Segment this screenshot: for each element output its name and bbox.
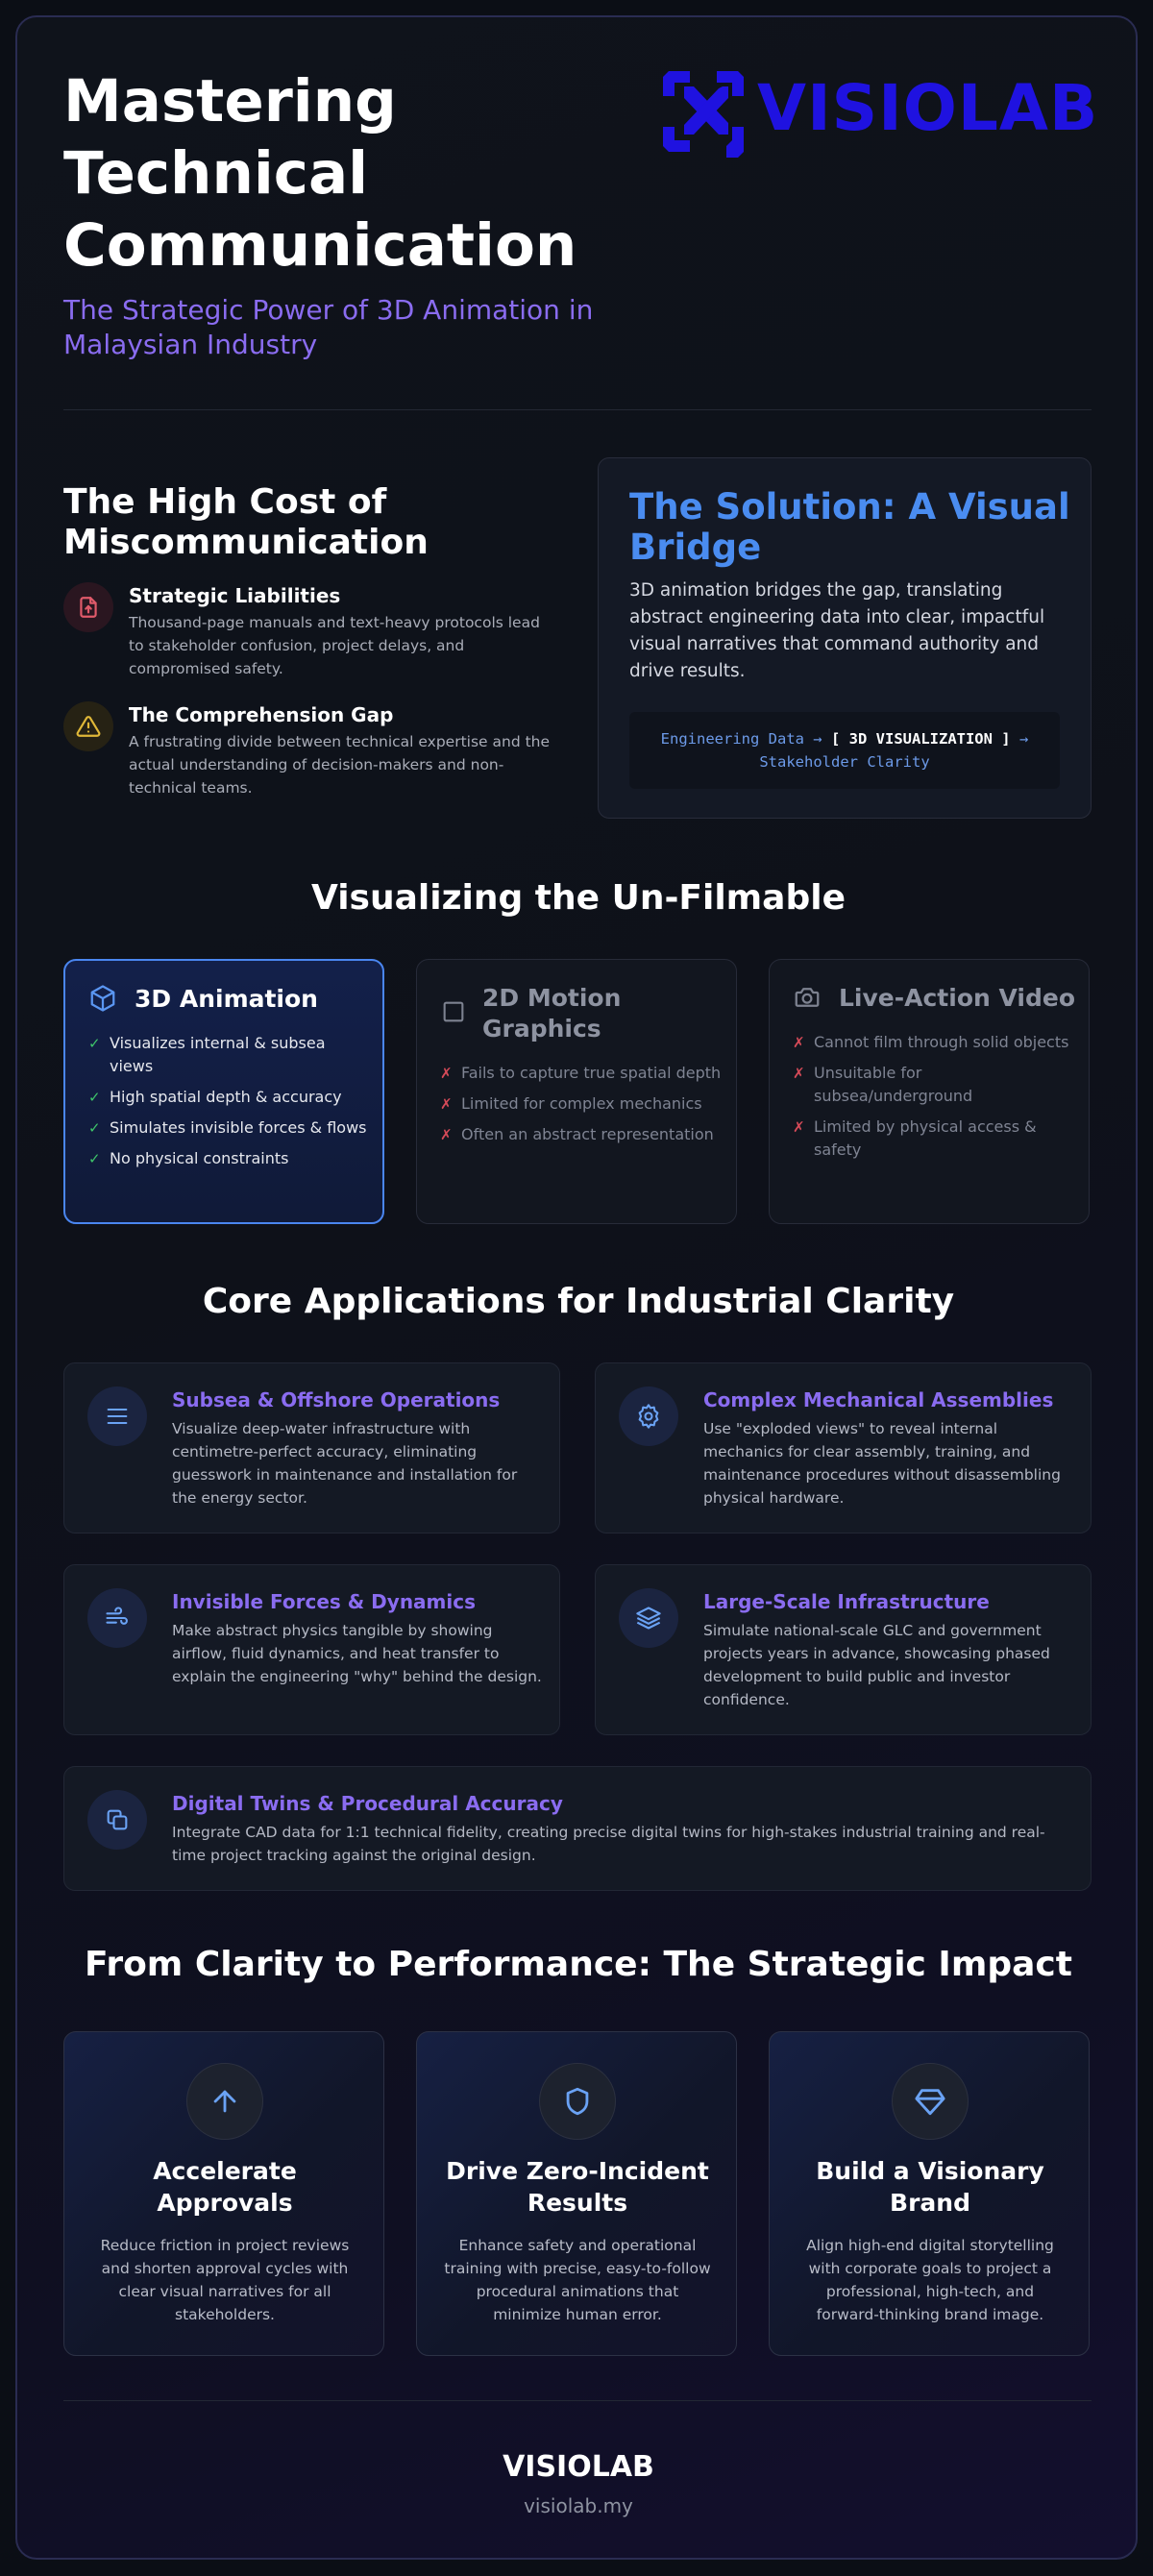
comparison-point: ✓ Simulates invisible forces & flows	[88, 1118, 367, 1137]
cube-icon	[88, 984, 117, 1013]
comparison-card-title: 3D Animation	[135, 985, 318, 1013]
impact-heading: From Clarity to Performance: The Strategic Impact	[85, 1945, 1072, 1984]
comparison-heading: Visualizing the Un-Filmable	[310, 878, 846, 918]
arrow-up-icon	[186, 2063, 263, 2140]
application-title: Digital Twins & Procedural Accuracy	[172, 1792, 563, 1815]
layers-icon	[619, 1588, 678, 1648]
flow-start: Engineering Data →	[660, 730, 822, 748]
impact-title: Accelerate Approvals	[153, 2157, 297, 2217]
menu-lines-icon	[87, 1386, 147, 1446]
problem-heading: The High Cost of Miscommunication	[63, 482, 429, 562]
application-title: Subsea & Offshore Operations	[172, 1388, 501, 1411]
footer-divider	[63, 2400, 1092, 2401]
footer-url-link[interactable]: visiolab.my	[524, 2494, 633, 2517]
comparison-point: ✗ Limited for complex mechanics	[440, 1094, 702, 1113]
impact-card	[416, 2031, 737, 2356]
solution-heading: The Solution: A Visual Bridge	[629, 486, 1070, 568]
application-card	[63, 1766, 1092, 1891]
file-warning-icon	[63, 582, 113, 632]
visiolab-logo-mark	[655, 63, 751, 159]
comparison-list	[440, 1062, 723, 1154]
problem-item-title: The Comprehension Gap	[129, 703, 394, 726]
header-divider	[63, 409, 1092, 410]
visiolab-logo-text: VISIOLAB	[757, 71, 1099, 145]
comparison-card-3d	[63, 959, 384, 1224]
shield-icon	[539, 2063, 616, 2140]
page-title: Mastering Technical Communication	[63, 67, 577, 280]
impact-title: Build a Visionary Brand	[816, 2157, 1044, 2217]
copy-icon	[87, 1790, 147, 1850]
comparison-point: ✓ Visualizes internal & subsea views	[88, 1034, 326, 1075]
solution-card	[598, 457, 1092, 819]
diamond-icon	[892, 2063, 969, 2140]
comparison-card-2d	[416, 959, 737, 1224]
flow-end: Stakeholder Clarity	[759, 753, 930, 771]
application-card	[63, 1564, 560, 1735]
camera-icon	[793, 983, 822, 1012]
comparison-point: ✓ High spatial depth & accuracy	[88, 1088, 342, 1106]
comparison-point: ✓ No physical constraints	[88, 1149, 289, 1167]
impact-title: Drive Zero-Incident Results	[446, 2157, 709, 2217]
application-card	[595, 1564, 1092, 1735]
application-title: Complex Mechanical Assemblies	[703, 1388, 1054, 1411]
comparison-point: ✗ Often an abstract representation	[440, 1125, 714, 1143]
problem-item-title: Strategic Liabilities	[129, 584, 341, 607]
flow-middle: [ 3D VISUALIZATION ]	[831, 730, 1011, 748]
visualization-flow	[629, 712, 1060, 789]
application-text: Use "exploded views" to reveal internal mechanics for clear assembly, training, and maintenance procedures without disassembling physical hardware.	[703, 1420, 1061, 1507]
impact-text: Enhance safety and operational training with precise, easy-to-follow procedural animations that minimize human error.	[444, 2237, 711, 2323]
flow-arrow: →	[1018, 730, 1029, 748]
wind-icon	[87, 1588, 147, 1648]
comparison-point: ✗ Limited by physical access & safety	[793, 1117, 1037, 1159]
application-card	[595, 1362, 1092, 1533]
comparison-card-title: Live-Action Video	[839, 984, 1075, 1012]
application-title: Large-Scale Infrastructure	[703, 1590, 990, 1613]
application-text: Simulate national-scale GLC and government projects years in advance, showcasing phased development to build public and investor confidence.	[703, 1622, 1050, 1708]
application-text: Visualize deep-water infrastructure with centimetre-perfect accuracy, eliminating guesswork in maintenance and installation for the energy sector.	[172, 1420, 518, 1507]
impact-card	[769, 2031, 1090, 2356]
impact-text: Reduce friction in project reviews and shorten approval cycles with clear visual narratives for all stakeholders.	[100, 2237, 350, 2323]
comparison-card-live-action	[769, 959, 1090, 1224]
infographic-frame	[15, 15, 1138, 2560]
comparison-list	[88, 1032, 367, 1178]
solution-text: 3D animation bridges the gap, translating abstract engineering data into clear, impactful visual narratives that command authority and drive results.	[629, 580, 1045, 681]
comparison-list	[793, 1031, 1071, 1169]
problem-item-text: Thousand-page manuals and text-heavy protocols lead to stakeholder confusion, project delays, and compromised safety.	[129, 614, 540, 677]
page-subtitle: The Strategic Power of 3D Animation in Malaysian Industry	[63, 294, 594, 360]
gear-icon	[619, 1386, 678, 1446]
problem-item-text: A frustrating divide between technical expertise and the actual understanding of decision-makers and non-technical teams.	[129, 733, 551, 797]
application-title: Invisible Forces & Dynamics	[172, 1590, 477, 1613]
square-icon	[440, 998, 467, 1025]
application-text: Integrate CAD data for 1:1 technical fidelity, creating precise digital twins for high-stakes industrial training and real-time project tracking against the original design.	[172, 1824, 1045, 1864]
comparison-card-title: 2D Motion Graphics	[482, 984, 622, 1043]
application-text: Make abstract physics tangible by showing airflow, fluid dynamics, and heat transfer to explain the engineering "why" behind the design.	[172, 1622, 542, 1685]
applications-heading: Core Applications for Industrial Clarity	[202, 1282, 955, 1321]
impact-text: Align high-end digital storytelling with corporate goals to project a professional, high-tech, and forward-thinking brand image.	[806, 2237, 1054, 2323]
comparison-point: ✗ Cannot film through solid objects	[793, 1033, 1069, 1051]
comparison-point: ✗ Unsuitable for subsea/underground	[793, 1064, 973, 1105]
warning-triangle-icon	[63, 701, 113, 751]
footer-brand: VISIOLAB	[503, 2450, 654, 2484]
impact-card	[63, 2031, 384, 2356]
application-card	[63, 1362, 560, 1533]
comparison-point: ✗ Fails to capture true spatial depth	[440, 1064, 722, 1082]
